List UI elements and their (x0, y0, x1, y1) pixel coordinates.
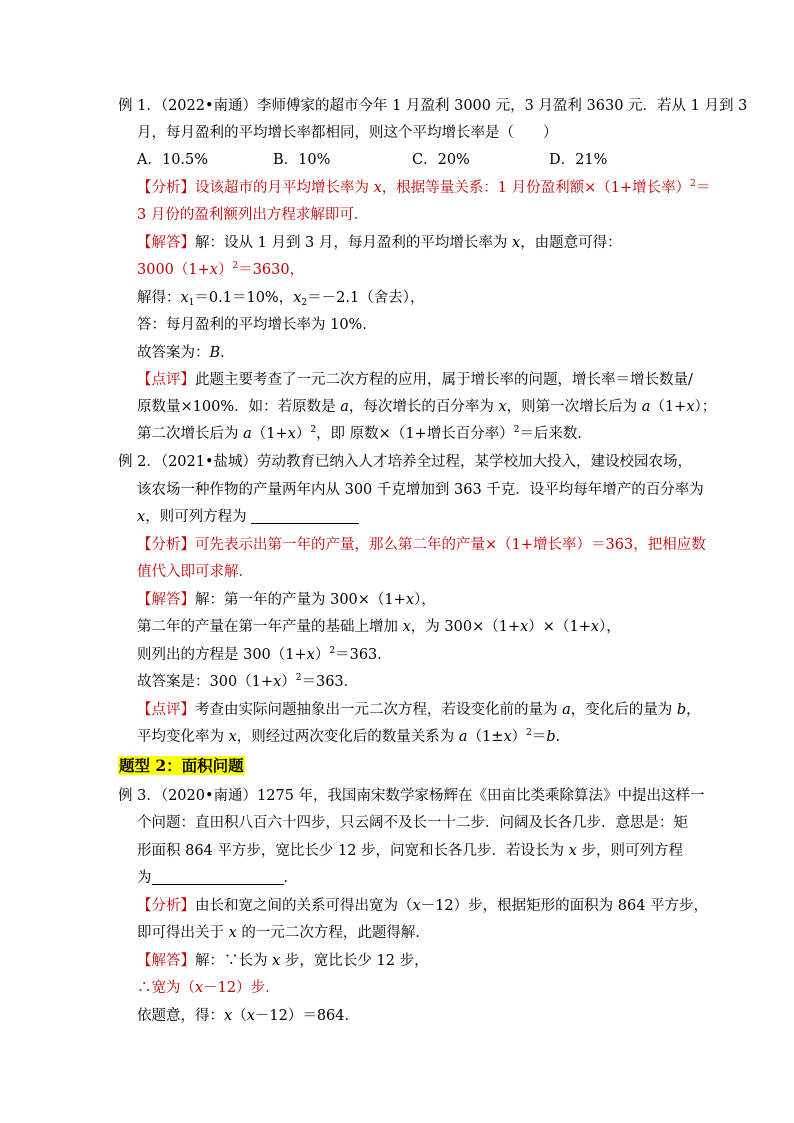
answer-tag: 【解答】 (137, 592, 195, 608)
example-1-solution: 解得：$x_1=0.1=10\%$，$x_2=-2.1$（舍去）， (137, 290, 425, 308)
example-2-comment-line-2: 平均变化率为 x，则经过两次变化后的数量关系为 $a(1\pm x)^2=b$． (137, 728, 571, 745)
example-2-line-1: 例 2．（2021•盐城）劳动教育已纳入人才培养全过程，某学校加大投入，建设校园农场， (118, 454, 693, 470)
example-2-final-answer: 故答案是：$300(1+x)^2=363$． (137, 673, 359, 690)
comment-tag: 【点评】 (137, 702, 195, 718)
answer-blank (152, 870, 284, 885)
option-a: A．10.5% (137, 152, 209, 168)
example-3-line-4: 为 ． (137, 870, 298, 886)
example-3-line-3: 形面积 864 平方步，宽比长少 12 步，问宽和长各几步．若设长为 x 步，则可列方程 (137, 843, 683, 859)
answer-tag: 【解答】 (137, 235, 195, 251)
example-3-answer-line-1: 【解答】解：∵长为 x 步，宽比长少 12 步， (137, 953, 429, 969)
example-2-answer-line-3: 则列出的方程是 $300(1+x)^2=363$． (137, 646, 392, 663)
example-3-answer-line-3: 依题意，得：x（x－12）＝864． (137, 1008, 360, 1024)
example-2-line-3: x，则可列方程为 (137, 507, 359, 527)
example-1-equation: $3000(1+x)^2=3630$， (137, 261, 305, 278)
example-2-analysis-line-2: 值代入即可求解． (137, 564, 253, 580)
example-3-line-2: 个问题：直田积八百六十四步，只云阔不及长一十二步．问阔及长各几步．意思是：矩 (137, 815, 688, 831)
analysis-tag: 【分析】 (137, 180, 195, 196)
example-1-line-2: 月，每月盈利的平均增长率都相同，则这个平均增长率是（ ） (137, 125, 558, 141)
example-1-line-1: 例 1．（2022•南通）李师傅家的超市今年 1 月盈利 3000 元，3 月盈利 3630 元．若从 1 月到 3 (118, 98, 748, 114)
example-2-analysis-line-1: 【分析】可先表示出第一年的产量，那么第二年的产量×（1+增长率）＝363，把相应数 (137, 537, 706, 553)
example-1-final-answer: 故答案为：B． (137, 345, 235, 361)
section-heading: 题型 2：面积问题 (119, 756, 244, 775)
example-1-analysis-line-2: 3 月份的盈利额列出方程求解即可． (137, 207, 369, 223)
comment-tag: 【点评】 (137, 372, 195, 388)
example-1-answer-line-1: 【解答】解：设从 1 月到 3 月，每月盈利的平均增长率为 x，由题意可得： (137, 235, 622, 251)
answer-tag: 【解答】 (137, 953, 195, 969)
example-2-comment-line-1: 【点评】考查由实际问题抽象出一元二次方程，若设变化前的量为 a，变化后的量为 b， (137, 702, 701, 718)
answer-blank (251, 509, 359, 524)
example-1-comment-line-3: 第二次增长后为 $a(1+x)^2$，即 原数×（1+增长百分率）$^2$＝后来数． (137, 425, 592, 442)
option-b: B．10% (273, 152, 331, 168)
example-2-answer-line-1: 【解答】解：第一年的产量为 300×（1+x）， (137, 592, 436, 608)
option-d: D．21% (549, 152, 608, 168)
example-3-analysis-line-1: 【分析】由长和宽之间的关系可得出宽为（x－12）步，根据矩形的面积为 864 平方步， (137, 898, 709, 914)
example-1-analysis-line-1: 【分析】设该超市的月平均增长率为 x，根据等量关系：1 月份盈利额×（1+增长率）$^2$＝ (137, 179, 711, 196)
analysis-tag: 【分析】 (137, 898, 195, 914)
example-3-line-1: 例 3．（2020•南通）1275 年，我国南宋数学家杨辉在《田亩比类乘除算法》中提出这样一 (118, 788, 705, 804)
example-2-line-2: 该农场一种作物的产量两年内从 300 千克增加到 363 千克．设平均每年增产的百分率为 (137, 482, 704, 498)
example-1-comment-line-1: 【点评】此题主要考查了一元二次方程的应用，属于增长率的问题，增长率＝增长数量/ (137, 372, 693, 388)
example-1-comment-line-2: 原数量×100%．如：若原数是 a，每次增长的百分率为 x，则第一次增长后为 a（1+x）； (137, 399, 717, 415)
example-1-conclusion: 答：每月盈利的平均增长率为 10%． (137, 317, 377, 333)
example-3-answer-line-2: ∴宽为（x－12）步． (137, 980, 280, 996)
example-3-analysis-line-2: 即可得出关于 x 的一元二次方程，此题得解． (137, 925, 430, 941)
option-c: C．20% (412, 152, 470, 168)
example-2-answer-line-2: 第二年的产量在第一年产量的基础上增加 x，为 300×（1+x）×（1+x）， (137, 619, 621, 635)
analysis-tag: 【分析】 (137, 537, 195, 553)
